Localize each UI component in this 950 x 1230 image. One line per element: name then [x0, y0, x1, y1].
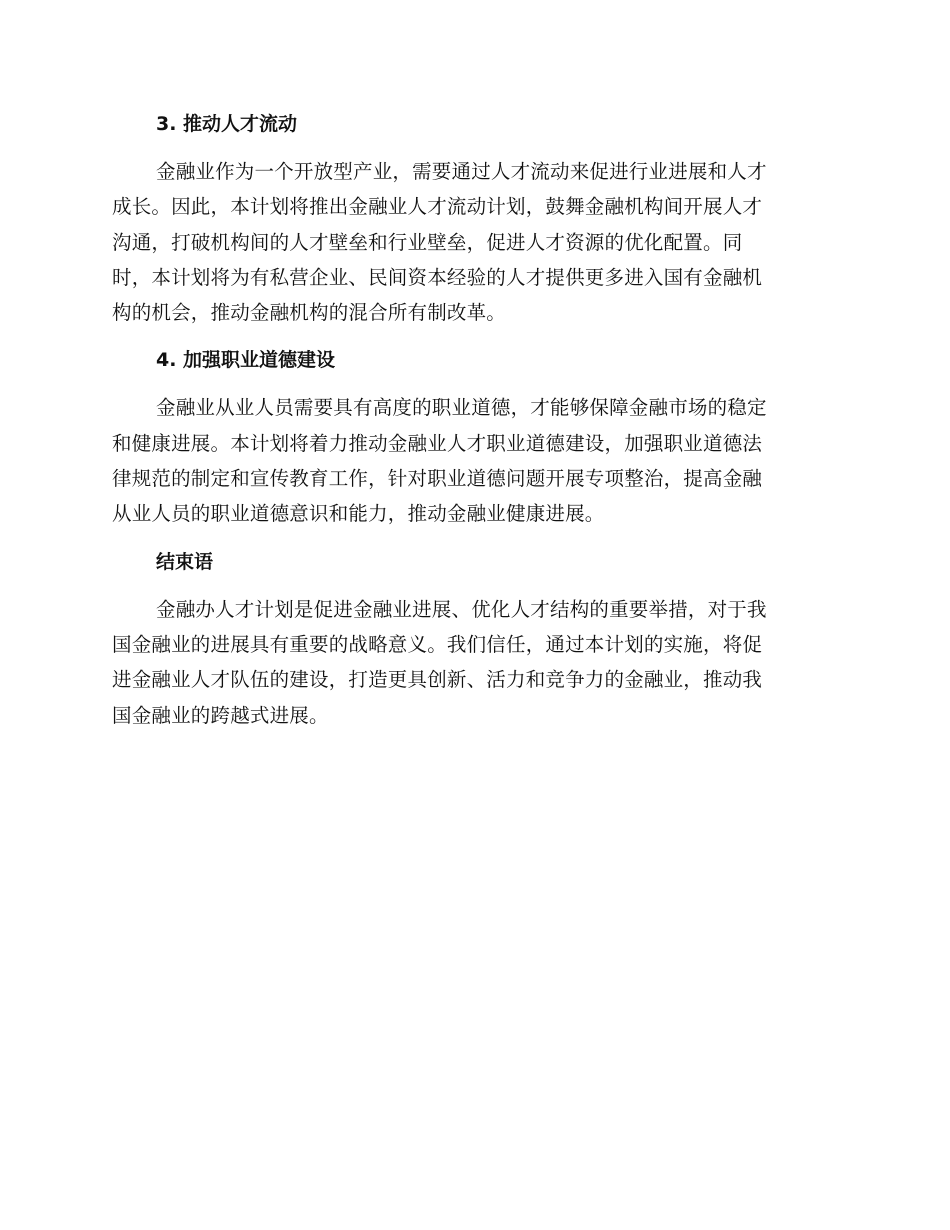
- section-heading: 4. 加强职业道德建设: [156, 349, 336, 372]
- section-paragraph: [112, 390, 830, 531]
- section-paragraph: [112, 154, 830, 330]
- section-heading: 结束语: [156, 550, 214, 573]
- paragraph-line: 进金融业人才队伍的建设，打造更具创新、活力和竞争力的金融业，推动我: [112, 668, 763, 692]
- paragraph-line: 国金融业的进展具有重要的战略意义。我们信任，通过本计划的实施，将促: [112, 632, 763, 656]
- document-body: [112, 108, 830, 747]
- paragraph-line: 和健康进展。本计划将着力推动金融业人才职业道德建设，加强职业道德法: [112, 431, 763, 455]
- section-conclusion: [112, 546, 830, 733]
- paragraph-line: 律规范的制定和宣传教育工作，针对职业道德问题开展专项整治，提高金融: [112, 467, 763, 491]
- section-heading: 3. 推动人才流动: [156, 113, 298, 135]
- paragraph-line: 国金融业的跨越式进展。: [112, 703, 329, 727]
- paragraph-line: 沟通，打破机构间的人才壁垒和行业壁垒，促进人才资源的优化配置。同: [112, 230, 743, 254]
- paragraph-line: 金融业从业人员需要具有高度的职业道德，才能够保障金融市场的稳定: [156, 396, 767, 420]
- section-professional-ethics: [112, 344, 830, 531]
- section-talent-mobility: [112, 108, 830, 330]
- paragraph-line: 金融业作为一个开放型产业，需要通过人才流动来促进行业进展和人才: [156, 160, 767, 183]
- paragraph-line: 从业人员的职业道德意识和能力，推动金融业健康进展。: [112, 502, 605, 526]
- paragraph-line: 时，本计划将为有私营企业、民间资本经验的人才提供更多进入国有金融机: [112, 265, 763, 289]
- paragraph-line: 成长。因此，本计划将推出金融业人才流动计划，鼓舞金融机构间开展人才: [112, 195, 763, 219]
- paragraph-line: 金融办人才计划是促进金融业进展、优化人才结构的重要举措，对于我: [156, 597, 767, 621]
- section-paragraph: [112, 592, 830, 733]
- paragraph-line: 构的机会，推动金融机构的混合所有制改革。: [112, 301, 507, 325]
